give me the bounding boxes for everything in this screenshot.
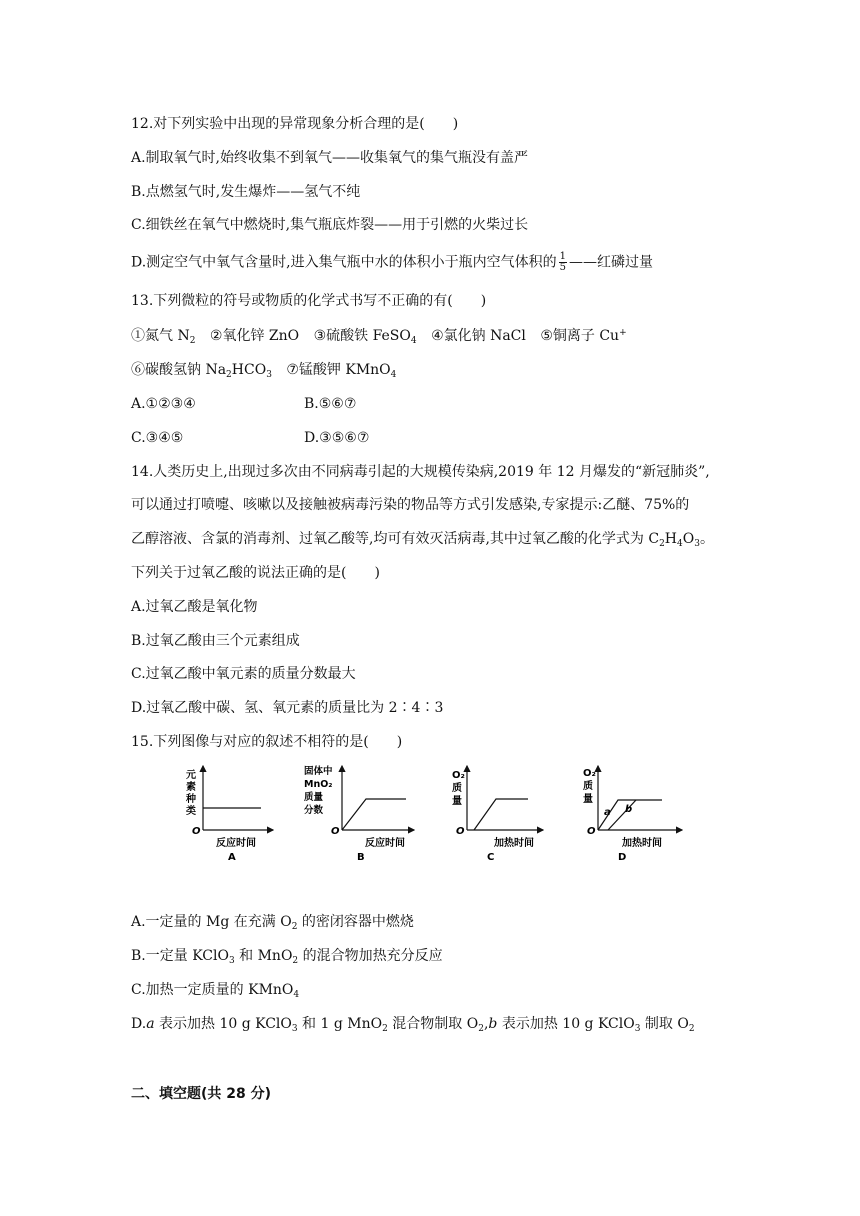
q14-option-b: B.过氧乙酸由三个元素组成	[131, 633, 300, 649]
graph-a-tag: A	[228, 852, 236, 863]
q14-line-1: 14.人类历史上,出现过多次由不同病毒引起的大规模传染病,2019 年 12 月爆发的“新冠肺炎”,	[131, 464, 710, 480]
graph-d-xlabel: 加热时间	[622, 838, 662, 849]
graph-b-xlabel: 反应时间	[365, 838, 405, 849]
graph-b-tag: B	[357, 852, 365, 863]
q15-graphs	[178, 760, 698, 870]
graph-c-curve	[474, 799, 528, 830]
q13-items-row1	[131, 327, 627, 345]
graph-d-ylabel-3: 量	[583, 794, 593, 805]
fraction	[559, 252, 567, 273]
graph-a-ylabel-3: 种	[186, 794, 196, 805]
q13-item-3: ③硫酸铁 FeSO$_4$	[313, 328, 417, 346]
q12-option-d	[131, 252, 653, 273]
section-heading: 二、填空题(共 28 分)	[131, 1086, 272, 1102]
graph-a	[185, 766, 273, 863]
graph-d	[583, 766, 682, 863]
q13-option-d: D.③⑤⑥⑦	[304, 430, 370, 446]
graph-a-xlabel: 反应时间	[216, 838, 256, 849]
q15-option-d: D.a 表示加热 10 g KClO$_3$ 和 1 g MnO$_2$ 混合物制取 $O_2,b$ 表示加热 10 g KClO$_3$ 制取 $O_2$	[131, 1016, 695, 1034]
q13-option-a: A.①②③④	[131, 396, 196, 412]
q12-option-c: C.细铁丝在氧气中燃烧时,集气瓶底炸裂——用于引燃的火柴过长	[131, 217, 529, 233]
graph-d-label-a: a	[604, 807, 611, 818]
graph-d-tag: D	[618, 852, 627, 863]
q14-option-d: D.过氧乙酸中碳、氢、氧元素的质量比为 2∶4∶3	[131, 700, 444, 716]
q15-option-b: B.一定量 KClO$_3$ 和 MnO$_2$ 的混合物加热充分反应	[131, 948, 443, 966]
fraction-numerator: 1	[559, 251, 566, 262]
graph-d-origin: O	[587, 826, 596, 837]
q13-item-6: ⑥碳酸氢钠 $Na_2HCO_3$	[131, 362, 272, 380]
q14-line-3: 乙醇溶液、含氯的消毒剂、过氧乙酸等,均可有效灭活病毒,其中过氧乙酸的化学式为 $C_2H_4O_3$。	[131, 531, 714, 549]
graph-b-ylabel-4: 分数	[304, 805, 324, 816]
graph-d-ylabel-1: O₂	[583, 768, 596, 779]
graph-c	[452, 766, 543, 863]
graph-b-ylabel-2: MnO₂	[304, 779, 333, 790]
q12-d-text: D.测定空气中氧气含量时,进入集气瓶中水的体积小于瓶内空气体积的	[131, 254, 557, 271]
q14-option-c: C.过氧乙酸中氧元素的质量分数最大	[131, 666, 356, 682]
fraction-denominator: 5	[559, 262, 566, 273]
q13-item-1: ①氮气 $N_2$	[131, 328, 196, 346]
graph-c-ylabel-3: 量	[452, 796, 462, 807]
graph-c-origin: O	[456, 826, 465, 837]
graph-d-ylabel-2: 质	[583, 781, 593, 792]
q12-d-suffix: ——红磷过量	[569, 254, 653, 271]
q13-item-4: ④氯化钠 NaCl	[431, 328, 526, 344]
q15-option-c: C.加热一定质量的 KMnO$_4$	[131, 982, 300, 1000]
graph-b	[303, 765, 414, 863]
q15-graphs-svg	[178, 760, 698, 870]
graph-c-ylabel-2: 质	[452, 783, 462, 794]
graph-d-label-b: b	[625, 804, 633, 815]
graph-b-ylabel-3: 质量	[304, 792, 324, 803]
q13-items-row2	[131, 361, 396, 379]
graph-b-curve	[342, 799, 406, 830]
q13-option-b: B.⑤⑥⑦	[304, 396, 357, 412]
q13-item-5: ⑤铜离子 Cu+	[540, 328, 627, 344]
graph-c-ylabel-1: O₂	[452, 770, 465, 781]
q13-item-7: ⑦锰酸钾 KMnO$_4$	[286, 362, 397, 380]
q14-option-a: A.过氧乙酸是氧化物	[131, 599, 258, 615]
q12-stem: 12.对下列实验中出现的异常现象分析合理的是( )	[131, 116, 459, 132]
q12-option-a: A.制取氧气时,始终收集不到氧气——收集氧气的集气瓶没有盖严	[131, 150, 529, 166]
graph-a-ylabel-2: 素	[186, 782, 196, 793]
graph-b-origin: O	[331, 826, 340, 837]
q14-line-2: 可以通过打喷嚏、咳嗽以及接触被病毒污染的物品等方式引发感染,专家提示:乙醚、75%的	[131, 497, 690, 513]
q13-item-2: ②氧化锌 ZnO	[209, 328, 300, 344]
q14-line-4: 下列关于过氧乙酸的说法正确的是( )	[131, 565, 380, 581]
q13-stem: 13.下列微粒的符号或物质的化学式书写不正确的有( )	[131, 293, 487, 309]
graph-a-origin: O	[192, 826, 201, 837]
q13-option-c: C.③④⑤	[131, 430, 184, 446]
graph-b-ylabel-1: 固体中	[304, 766, 333, 777]
q15-option-a: A.一定量的 Mg 在充满 $O_2$ 的密闭容器中燃烧	[131, 914, 414, 932]
graph-c-tag: C	[487, 852, 495, 863]
graph-a-ylabel-1: 元	[186, 770, 196, 781]
graph-c-xlabel: 加热时间	[494, 838, 534, 849]
q15-stem: 15.下列图像与对应的叙述不相符的是( )	[131, 734, 403, 750]
q12-option-b: B.点燃氢气时,发生爆炸——氢气不纯	[131, 184, 361, 200]
graph-a-ylabel-4: 类	[186, 806, 196, 817]
